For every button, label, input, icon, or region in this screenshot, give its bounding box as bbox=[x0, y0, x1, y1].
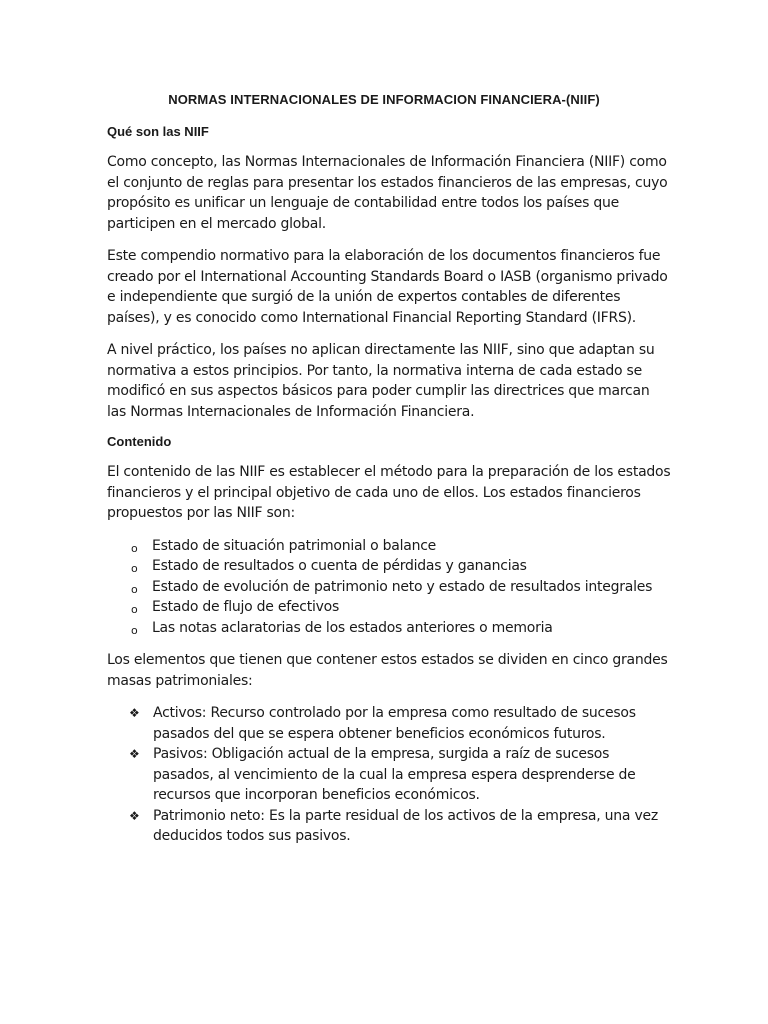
section-heading-que-son: Qué son las NIIF bbox=[107, 124, 209, 139]
circle-bullet-icon: o bbox=[131, 623, 138, 637]
list-item bbox=[107, 744, 672, 806]
diamond-bullet-icon: ❖ bbox=[129, 706, 140, 720]
list-item bbox=[107, 597, 672, 618]
list-item-text: Estado de evolución de patrimonio neto y estado de resultados integrales bbox=[152, 578, 653, 595]
list-item-text: Pasivos: Obligación actual de la empresa, surgida a raíz de sucesos pasados, al vencimiento de la cual la empresa espera desprenderse de recursos que incorporan beneficios económicos. bbox=[153, 746, 636, 803]
list-item-text: Las notas aclaratorias de los estados anteriores o memoria bbox=[152, 619, 553, 636]
list-item-text: Estado de resultados o cuenta de pérdidas y ganancias bbox=[152, 558, 527, 574]
list-item bbox=[107, 556, 672, 577]
paragraph-nivel-practico: A nivel práctico, los países no aplican directamente las NIIF, sino que adaptan su normativa a estos principios. Por tanto, la normativa interna de cada estado se modificó en sus aspectos básicos para poder cumplir las directrices que marcan las Normas Internacionales de Información Financiera. bbox=[107, 342, 655, 420]
list-item-text: Patrimonio neto: Es la parte residual de los activos de la empresa, una vez deducidos todos sus pasivos. bbox=[153, 807, 658, 844]
circle-bullet-icon: o bbox=[131, 541, 138, 555]
circle-bullet-icon: o bbox=[131, 562, 138, 575]
list-item-text: Activos: Recurso controlado por la empresa como resultado de sucesos pasados del que se espera obtener beneficios económicos futuros. bbox=[153, 705, 636, 742]
list-item bbox=[107, 703, 672, 744]
list-item-text: Estado de flujo de efectivos bbox=[152, 599, 339, 615]
document-body bbox=[107, 124, 672, 859]
paragraph-contenido-intro: El contenido de las NIIF es establecer el método para la preparación de los estados financieros y el principal objetivo de cada uno de ellos. Los estados financieros propuestos por las NIIF son: bbox=[107, 464, 671, 521]
list-item bbox=[107, 806, 672, 847]
patrimonial-elements-list bbox=[107, 703, 672, 847]
list-item bbox=[107, 577, 672, 598]
circle-bullet-icon: o bbox=[131, 603, 138, 616]
paragraph-elementos-intro: Los elementos que tienen que contener estos estados se dividen en cinco grandes masas patrimoniales: bbox=[107, 652, 668, 689]
diamond-bullet-icon: ❖ bbox=[129, 747, 140, 761]
list-item bbox=[107, 536, 672, 557]
diamond-bullet-icon: ❖ bbox=[129, 808, 140, 823]
document-title: NORMAS INTERNACIONALES DE INFORMACION FINANCIERA-(NIIF) bbox=[168, 92, 600, 107]
paragraph-concepto: Como concepto, las Normas Internacionales de Información Financiera (NIIF) como el conjunto de reglas para presentar los estados financieros de las empresas, cuyo propósito es unificar un lenguaje de contabilidad entre todos los países que participen en el mercado global. bbox=[107, 154, 668, 232]
list-item-text: Estado de situación patrimonial o balance bbox=[152, 537, 437, 554]
paragraph-compendio: Este compendio normativo para la elaboración de los documentos financieros fue creado por el International Accounting Standards Board o IASB (organismo privado e independiente que surgió de la unión de expertos contables de diferentes países), y es conocido como International Financial Reporting Standard (IFRS). bbox=[107, 248, 668, 326]
section-heading-contenido: Contenido bbox=[107, 434, 172, 449]
list-item bbox=[107, 618, 672, 639]
financial-statements-list bbox=[107, 536, 672, 639]
circle-bullet-icon: o bbox=[131, 582, 138, 596]
